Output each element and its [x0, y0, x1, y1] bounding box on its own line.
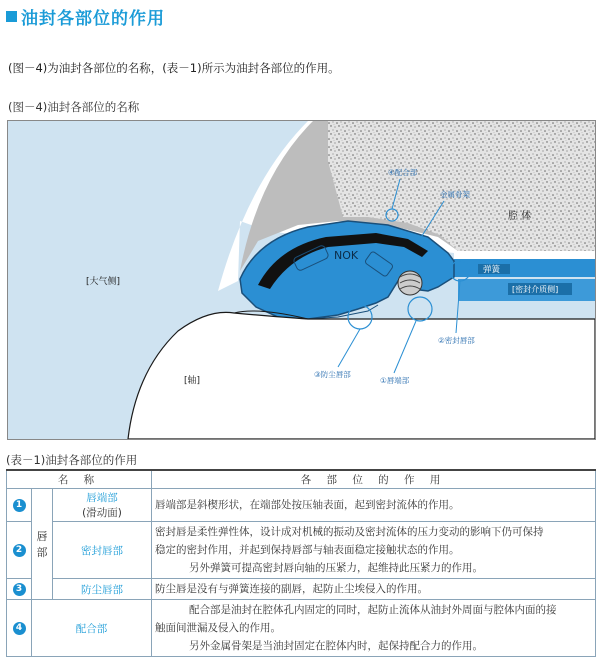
row-number-cell: [7, 600, 32, 657]
row-number-cell: [7, 489, 32, 522]
table-row: [7, 579, 596, 600]
lip-group-cell: [32, 489, 53, 600]
desc-line: 稳定的密封作用，并起到保持唇部与轴表面稳定接触状态的作用。: [155, 544, 460, 556]
atmosphere-label: [大气侧]: [86, 277, 121, 287]
part-subname: (滑动面): [82, 507, 122, 519]
lip-group-label: 唇部: [36, 530, 48, 559]
row-number: 3: [13, 583, 26, 596]
part-desc-cell: [152, 489, 596, 522]
lip-end-label: ①唇端部: [380, 376, 410, 385]
table-row: [7, 522, 596, 579]
desc-line: 配合部是油封在腔体孔内固定的同时，起防止流体从油封外周面与腔体内面的接: [189, 604, 557, 616]
part-desc-cell: [152, 522, 596, 579]
desc-line: 触面间泄漏及侵入的作用。: [155, 622, 281, 634]
row-number-cell: [7, 579, 32, 600]
spring-bar: [454, 259, 595, 277]
row-number-cell: [7, 522, 32, 579]
housing-label: 腔 体: [508, 211, 532, 222]
part-name-cell: [53, 579, 152, 600]
desc-line: 另外金属骨架是当油封固定在腔体内时，起保持配合力的作用。: [189, 640, 483, 652]
part-name-cell: [53, 522, 152, 579]
table-row: [7, 489, 596, 522]
table-caption: (表－1)油封各部位的作用: [6, 453, 138, 467]
row-number: 2: [13, 544, 26, 557]
desc-line: 防尘唇是没有与弹簧连接的副唇，起防止尘埃侵入的作用。: [155, 583, 428, 595]
part-name: 配合部: [75, 622, 108, 635]
part-desc-cell: [152, 600, 596, 657]
table-header-row: [7, 470, 596, 489]
medium-side-label: [密封介质侧]: [512, 285, 559, 294]
oil-seal-figure: [7, 120, 596, 440]
part-name: 密封唇部: [81, 544, 123, 557]
metal-frame-label: 金属骨架: [440, 190, 470, 199]
title-marker: [6, 11, 17, 22]
part-name-cell: [32, 600, 152, 657]
shaft-label: [轴]: [184, 376, 201, 386]
oil-seal-diagram: [8, 121, 595, 439]
part-name: 防尘唇部: [81, 583, 123, 596]
row-number: 4: [13, 622, 26, 635]
row-number: 1: [13, 499, 26, 512]
garter-spring: [398, 271, 422, 295]
figure-caption: (图－4)油封各部位的名称: [8, 100, 140, 114]
part-desc-cell: [152, 579, 596, 600]
page-title: [6, 4, 165, 28]
parts-function-table: [6, 469, 596, 657]
part-name: 唇端部: [86, 492, 118, 504]
desc-line: 密封唇是柔性弹性体，设计成对机械的振动及密封流体的压力变动的影响下仍可保持: [155, 526, 544, 538]
desc-line: 另外弹簧可提高密封唇向轴的压紧力，起维持此压紧力的作用。: [189, 562, 483, 574]
title-text: 油封各部位的作用: [21, 8, 165, 29]
desc-line: 唇端部是斜楔形状，在端部处按压轴表面，起到密封流体的作用。: [155, 499, 460, 511]
dust-lip-label: ③防尘唇部: [314, 370, 351, 379]
intro-text: (图－4)为油封各部位的名称，(表－1)所示为油封各部位的作用。: [8, 61, 340, 75]
table-row: [7, 600, 596, 657]
fit-part-label: ④配合部: [388, 168, 418, 177]
spring-label: 弹簧: [483, 265, 501, 275]
nok-brand-text: NOK: [334, 249, 359, 262]
header-role: 各 部 位 的 作 用: [152, 470, 596, 489]
seal-lip-label: ②密封唇部: [438, 336, 475, 345]
header-name: 名 称: [7, 470, 152, 489]
part-name-cell: [53, 489, 152, 522]
